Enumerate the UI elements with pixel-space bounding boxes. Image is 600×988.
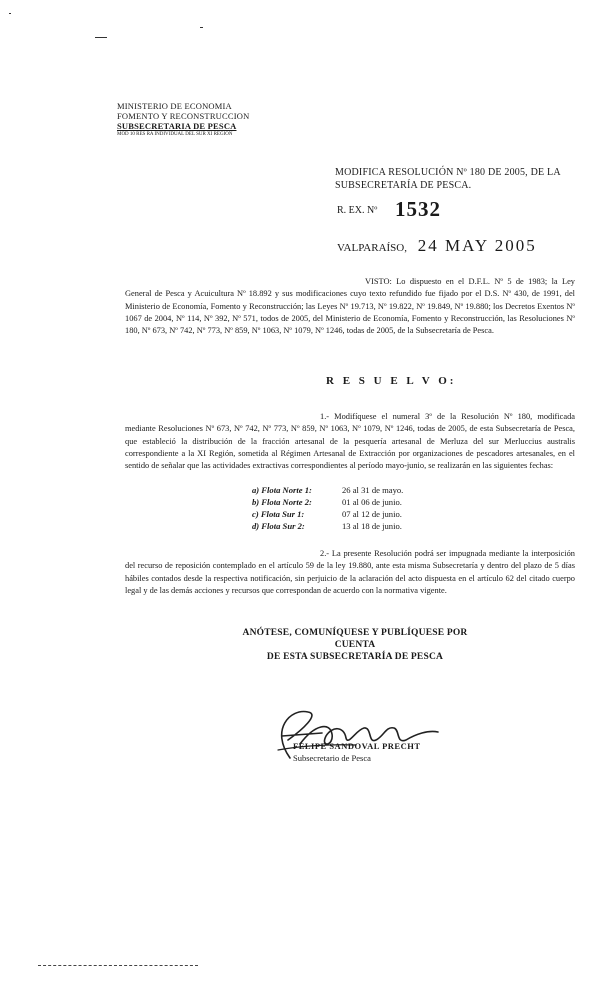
place: VALPARAÍSO, — [337, 242, 407, 254]
article-2: 2.- La presente Resolución podrá ser impugnada mediante la interposición del recurso de reposición contemplado en el artículo 59 de la ley 19.880, ante esta misma Subsecretaría y dentro del plazo de 5 días hábiles contados desde la respectiva notificación, sin perjuicio de la aclaración del acto dispuesta en el artículo 62 del citado cuerpo legal y de las demás acciones y recursos que correspondan de acuerdo con la normativa vigente. — [125, 549, 575, 595]
ministry-header — [117, 101, 249, 138]
ministry-line-4: MOD 10 RES RA INDIVIDUAL DEL SUR XI REGION — [117, 132, 233, 137]
ministry-line-3: SUBSECRETARIA DE PESCA — [117, 121, 237, 131]
fleet-dates: 13 al 18 de junio. — [342, 521, 402, 531]
fleet-name: c) Flota Sur 1: — [252, 509, 305, 519]
scan-edge-mark — [38, 965, 198, 967]
scan-speck — [200, 27, 203, 28]
closing-line-1: ANÓTESE, COMUNÍQUESE Y PUBLÍQUESE POR CUENTA — [242, 628, 468, 650]
resolution-number: 1532 — [395, 197, 441, 221]
closing-formula — [230, 627, 480, 663]
fleet-dates: 07 al 12 de junio. — [342, 509, 402, 519]
fleet-dates: 26 al 31 de mayo. — [342, 485, 404, 495]
resuelvo-heading: R E S U E L V O: — [326, 375, 457, 387]
ministry-line-1: MINISTERIO DE ECONOMIA — [117, 101, 232, 111]
resolution-number-block — [337, 197, 441, 221]
scan-speck — [9, 13, 11, 14]
visto-paragraph: VISTO: Lo dispuesto en el D.F.L. Nº 5 de 1983; la Ley General de Pesca y Acuicultura Nº 18.892 y sus modificaciones cuyo texto refundido fue fijado por el D.S. Nº 430, de 1991, del Ministerio de Economía, Fomento y Reconstrucción; las Leyes Nº 19.713, Nº 19.822, Nº 19.849, Nº 19.880; los Decretos Exentos Nº 1067 de 2004, Nº 114, Nº 392, Nº 571, todos de 2005, del Ministerio de Economía, Fomento y Reconstrucción, las Resoluciones Nº 180, Nº 673, Nº 742, Nº 773, Nº 859, Nº 1063, Nº 1079, Nº 1246, todas de 2005, de la Subsecretaría de Pesca. — [125, 277, 575, 336]
fleet-row — [252, 496, 403, 508]
article-1: 1.- Modifíquese el numeral 3º de la Resolución Nº 180, modificada mediante Resoluciones Nº 673, Nº 742, Nº 773, Nº 859, Nº 1063, Nº 1079, Nº 1246, todas de 2005, de esta Subsecretaría de Pesca, que estableció la distribución de la fracción artesanal de la pesquería artesanal de Merluza del sur Merluccius australis correspondiente a la XI Región, sometida al Régimen Artesanal de Extracción por organizaciones de pescadores artesanales, en el sentido de señalar que las actividades extractivas correspondientes al período mayo-junio, se realizarán en las siguientes fechas: — [125, 412, 575, 471]
date-stamp: 24 MAY 2005 — [417, 236, 537, 255]
signer-title: Subsecretario de Pesca — [293, 753, 371, 763]
place-date — [337, 236, 537, 256]
fleet-name: b) Flota Norte 2: — [252, 497, 312, 507]
fleet-dates: 01 al 06 de junio. — [342, 497, 402, 507]
fleet-row — [252, 508, 403, 520]
fleet-name: a) Flota Norte 1: — [252, 485, 312, 495]
fleet-name: d) Flota Sur 2: — [252, 521, 305, 531]
ministry-line-2: FOMENTO Y RECONSTRUCCION — [117, 111, 250, 121]
resolution-subject: MODIFICA RESOLUCIÓN Nº 180 DE 2005, DE LA SUBSECRETARÍA DE PESCA. — [335, 167, 561, 191]
scan-speck — [95, 37, 107, 38]
closing-line-2: DE ESTA SUBSECRETARÍA DE PESCA — [266, 652, 444, 662]
fleet-schedule — [252, 484, 403, 532]
resolution-label: R. EX. Nº — [337, 205, 378, 216]
fleet-row — [252, 520, 403, 532]
signer-name: FELIPE SANDOVAL PRECHT — [293, 741, 421, 751]
fleet-row — [252, 484, 403, 496]
